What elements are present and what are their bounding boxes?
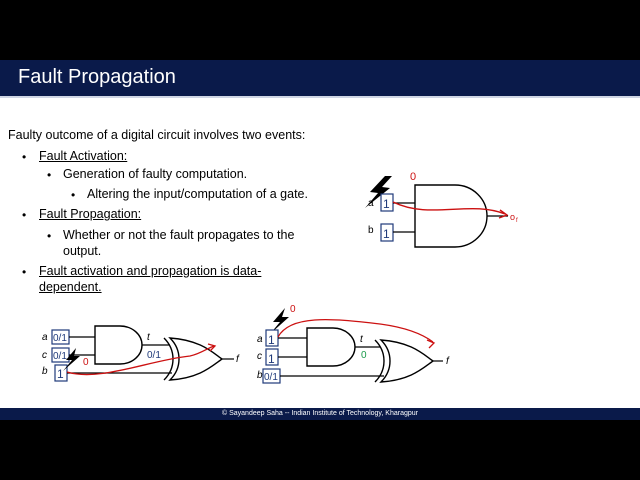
bullet-fault-activation: Fault Activation: <box>39 149 128 163</box>
input-a-label: a <box>368 198 374 209</box>
left-a-label: a <box>42 332 48 343</box>
bullet-dot: • <box>47 168 52 182</box>
bullet-generation: Generation of faulty computation. <box>63 167 248 181</box>
bullet-fault-propagation: Fault Propagation: <box>39 207 142 221</box>
right-fault-value: 0 <box>290 304 296 315</box>
left-a-value: 0/1 <box>53 333 67 344</box>
left-b-value: 1 <box>57 367 64 381</box>
bullet-dot: • <box>22 265 27 279</box>
left-t-value: 0/1 <box>147 350 161 361</box>
input-a-value: 1 <box>383 197 390 211</box>
bullet-dot: • <box>22 208 27 222</box>
right-and-gate <box>307 328 355 366</box>
fault-value: 0 <box>410 171 417 183</box>
right-a-label: a <box>257 334 263 345</box>
left-f-label: f <box>236 354 239 365</box>
slide-footer: © Sayandeep Saha -- Indian Institute of Technology, Kharagpur <box>0 408 640 420</box>
right-circuit <box>0 60 640 420</box>
right-b-label: b <box>257 370 263 381</box>
right-f-label: f <box>446 356 449 367</box>
bullet-altering: Altering the input/computation of a gate. <box>87 187 308 201</box>
slide-title: Fault Propagation <box>18 66 176 88</box>
left-fault-value: 0 <box>83 357 89 368</box>
left-c-label: c <box>42 350 47 361</box>
right-b-value: 0/1 <box>264 372 278 383</box>
bullet-whether-line2: output. <box>63 244 102 258</box>
bullet-whether-line1: Whether or not the fault propagates to the <box>63 228 295 242</box>
right-c-value: 1 <box>268 352 275 366</box>
bullet-datadep-line2: dependent. <box>39 280 102 294</box>
bullet-dot: • <box>22 150 27 164</box>
right-c-label: c <box>257 351 262 362</box>
right-xor-gate <box>381 340 433 382</box>
bullet-dot: • <box>71 188 76 202</box>
left-t-label: t <box>147 332 150 343</box>
bullet-datadep-line1: Fault activation and propagation is data- <box>39 264 262 278</box>
input-b-label: b <box>368 225 374 236</box>
slide <box>0 60 640 420</box>
output-label: o <box>510 212 516 222</box>
intro-text: Faulty outcome of a digital circuit involves two events: <box>8 128 306 142</box>
left-b-label: b <box>42 366 48 377</box>
right-a-value: 1 <box>268 333 275 347</box>
input-b-value: 1 <box>383 227 390 241</box>
right-t-value: 0 <box>361 350 367 361</box>
right-t-label: t <box>360 334 363 345</box>
bullet-dot: • <box>47 229 52 243</box>
output-subscript: f <box>516 218 518 224</box>
left-c-value: 0/1 <box>53 351 67 362</box>
